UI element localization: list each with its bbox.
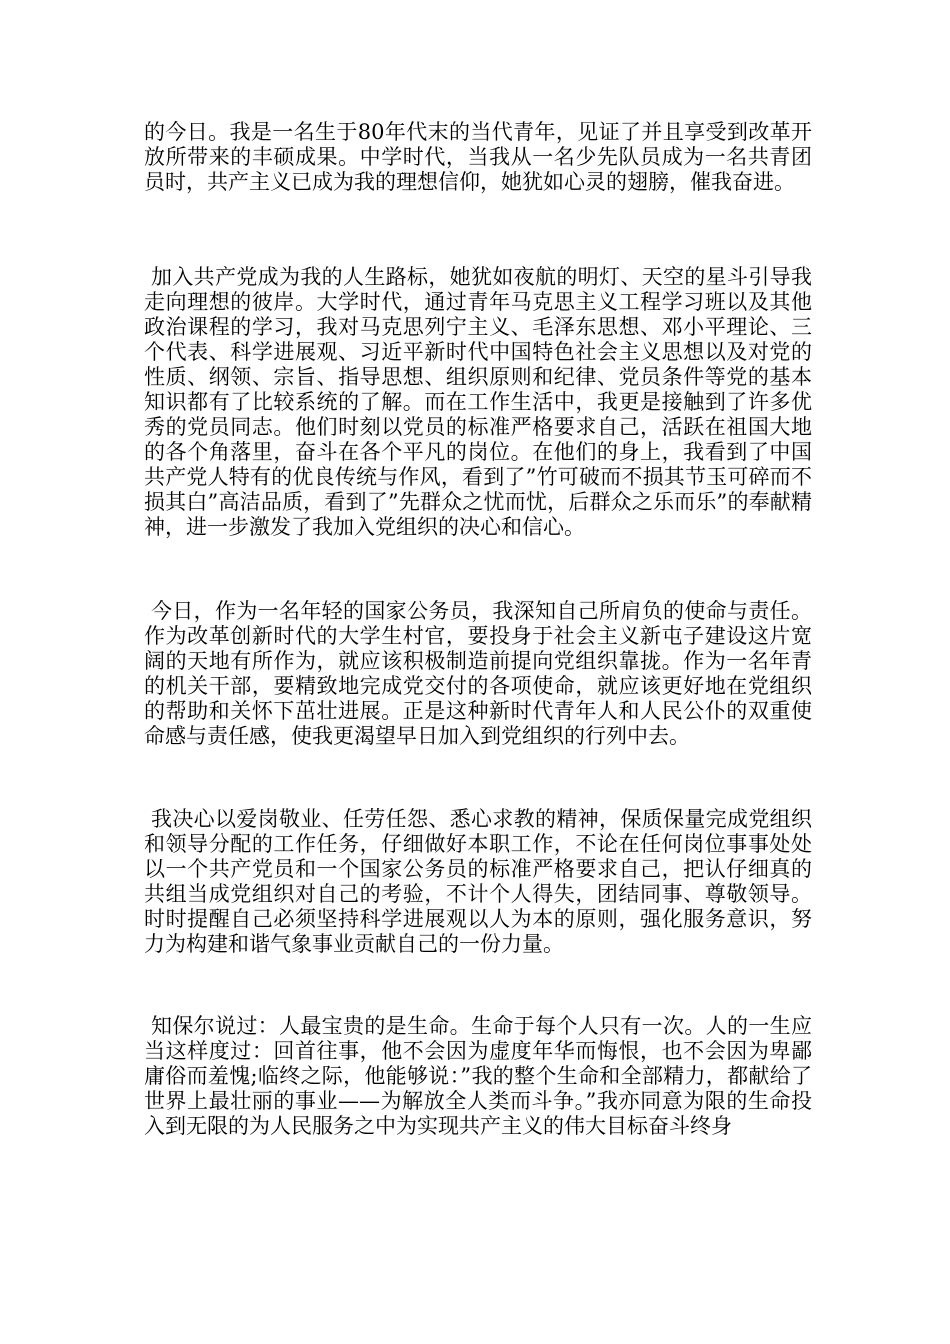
paragraph-1: 的今日。我是一名生于80年代末的当代青年，见证了并且享受到改革开放所带来的丰硕成果。中学时代，当我从一名少先队员成为一名共青团员时，共产主义已成为我的理想信仰，她犹如心灵的翅膀，催我奋进。 [144,120,812,194]
paragraph-4: 我决心以爱岗敬业、任劳任怨、悉心求教的精神，保质保量完成党组织和领导分配的工作任务，仔细做好本职工作，不论在任何岗位事事处处以一个共产党员和一个国家公务员的标准严格要求自己，把认仔细真的共组当成党组织对自己的考验，不计个人得失，团结同事、尊敬领导。时时提醒自己必须坚持科学进展观以人为本的原则，强化服务意识，努力为构建和谐气象事业贡献自己的一份力量。 [144,807,812,956]
document-page [144,120,812,1139]
paragraph-3: 今日，作为一名年轻的国家公务员，我深知自己所肩负的使命与责任。作为改革创新时代的大学生村官，要投身于社会主义新屯子建设这片宽阔的天地有所作为，就应该积极制造前提向党组织靠拢。作为一名年青的机关干部，要精致地完成党交付的各项使命，就应该更好地在党组织的帮助和关怀下茁壮进展。正是这种新时代青年人和人民公仆的双重使命感与责任感，使我更渴望早日加入到党组织的行列中去。 [144,599,812,748]
paragraph-5: 知保尔说过：人最宝贵的是生命。生命于每个人只有一次。人的一生应当这样度过：回首往事，他不会因为虚度年华而悔恨，也不会因为卑鄙庸俗而羞愧;临终之际，他能够说：”我的整个生命和全部精力，都献给了世界上最壮丽的事业——为解放全人类而斗争。”我亦同意为限的生命投入到无限的为人民服务之中为实现共产主义的伟大目标奋斗终身 [144,1014,812,1138]
paragraph-2: 加入共产党成为我的人生路标，她犹如夜航的明灯、天空的星斗引导我走向理想的彼岸。大学时代，通过青年马克思主义工程学习班以及其他政治课程的学习，我对马克思列宁主义、毛泽东思想、邓小平理论、三个代表、科学进展观、习近平新时代中国特色社会主义思想以及对党的性质、纲领、宗旨、指导思想、组织原则和纪律、党员条件等党的基本知识都有了比较系统的了解。而在工作生活中，我更是接触到了许多优秀的党员同志。他们时刻以党员的标准严格要求自己，活跃在祖国大地的各个角落里，奋斗在各个平凡的岗位。在他们的身上，我看到了中国共产党人特有的优良传统与作风，看到了”竹可破而不损其节玉可碎而不损其白”高洁品质，看到了”先群众之忧而忧，后群众之乐而乐”的奉献精神，进一步激发了我加入党组织的决心和信心。 [144,265,812,539]
